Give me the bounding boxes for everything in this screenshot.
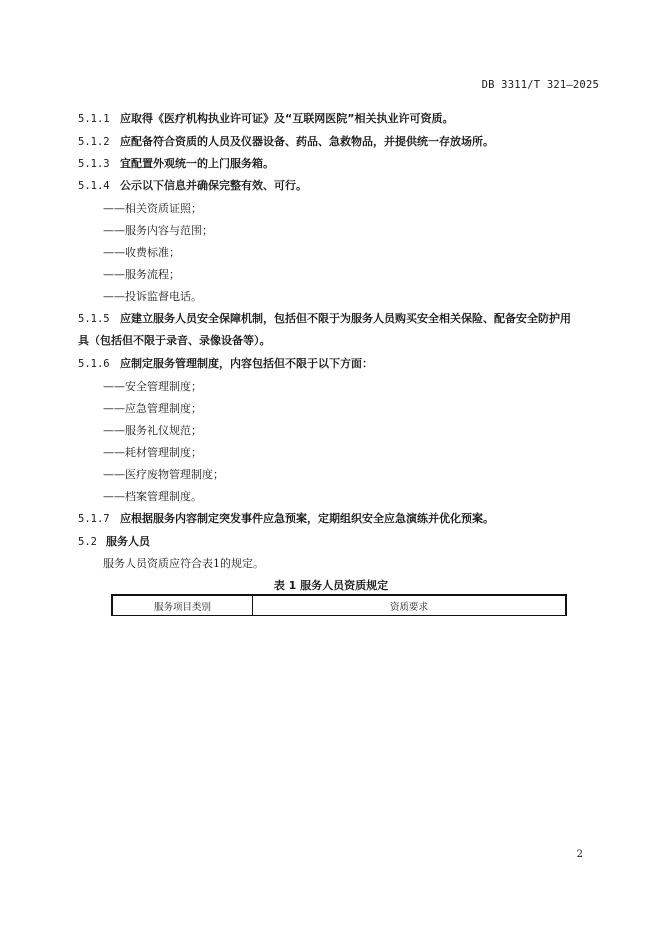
clause-5-1-5 [78, 312, 571, 326]
list-item: ——应急管理制度； [103, 402, 202, 415]
section-paragraph: 服务人员资质应符合表1的规定。 [103, 557, 264, 570]
clause-5-1-7 [78, 512, 494, 526]
table-caption: 表 1 服务人员资质规定 [273, 579, 389, 592]
standard-code: DB 3311/T 321—2025 [481, 79, 599, 91]
list-item: ——收费标准； [103, 246, 180, 259]
qualification-table [111, 594, 567, 616]
table-header-cell: 资质要求 [389, 601, 428, 613]
clause-text: 应根据服务内容制定突发事件应急预案，定期组织安全应急演练并优化预案。 [120, 512, 494, 525]
clause-5-1-2 [78, 135, 494, 149]
list-item: ——投诉监督电话。 [103, 290, 202, 303]
clause-text: 应取得《医疗机构执业许可证》及“互联网医院”相关执业许可资质。 [120, 112, 454, 125]
list-item: ——安全管理制度； [103, 380, 202, 393]
clause-5-1-6 [78, 357, 373, 371]
list-item: ——服务内容与范围； [103, 224, 213, 237]
clause-continuation: 具（包括但不限于录音、录像设备等）。 [78, 334, 271, 347]
page-number: 2 [576, 849, 583, 860]
clause-number: 5.1.5 [78, 313, 110, 325]
clause-text: 公示以下信息并确保完整有效、可行。 [120, 179, 307, 192]
clause-text: 宜配置外观统一的上门服务箱。 [120, 157, 274, 170]
clause-number: 5.1.2 [78, 136, 110, 148]
section-number: 5.2 [78, 536, 97, 548]
list-item: ——相关资质证照； [103, 202, 202, 215]
clause-5-1-3 [78, 157, 274, 171]
clause-5-1-4 [78, 179, 307, 193]
list-item: ——医疗废物管理制度； [103, 468, 224, 481]
clause-number: 5.1.3 [78, 158, 110, 170]
section-5-2-heading [78, 535, 150, 549]
clause-text: 应制定服务管理制度，内容包括但不限于以下方面： [120, 357, 373, 370]
table-header-row [112, 595, 566, 616]
clause-number: 5.1.4 [78, 180, 110, 192]
list-item: ——服务流程； [103, 268, 180, 281]
clause-text: 应配备符合资质的人员及仪器设备、药品、急救物品，并提供统一存放场所。 [120, 135, 494, 148]
clause-5-1-1 [78, 112, 453, 126]
clause-number: 5.1.7 [78, 513, 110, 525]
list-item: ——档案管理制度。 [103, 490, 202, 503]
section-title: 服务人员 [106, 535, 150, 548]
list-item: ——服务礼仪规范； [103, 424, 202, 437]
list-item: ——耗材管理制度； [103, 446, 202, 459]
clause-number: 5.1.1 [78, 113, 110, 125]
table-header-cell: 服务项目类别 [112, 595, 253, 616]
clause-number: 5.1.6 [78, 358, 110, 370]
clause-text: 应建立服务人员安全保障机制，包括但不限于为服务人员购买安全相关保险、配备安全防护用 [120, 312, 571, 325]
